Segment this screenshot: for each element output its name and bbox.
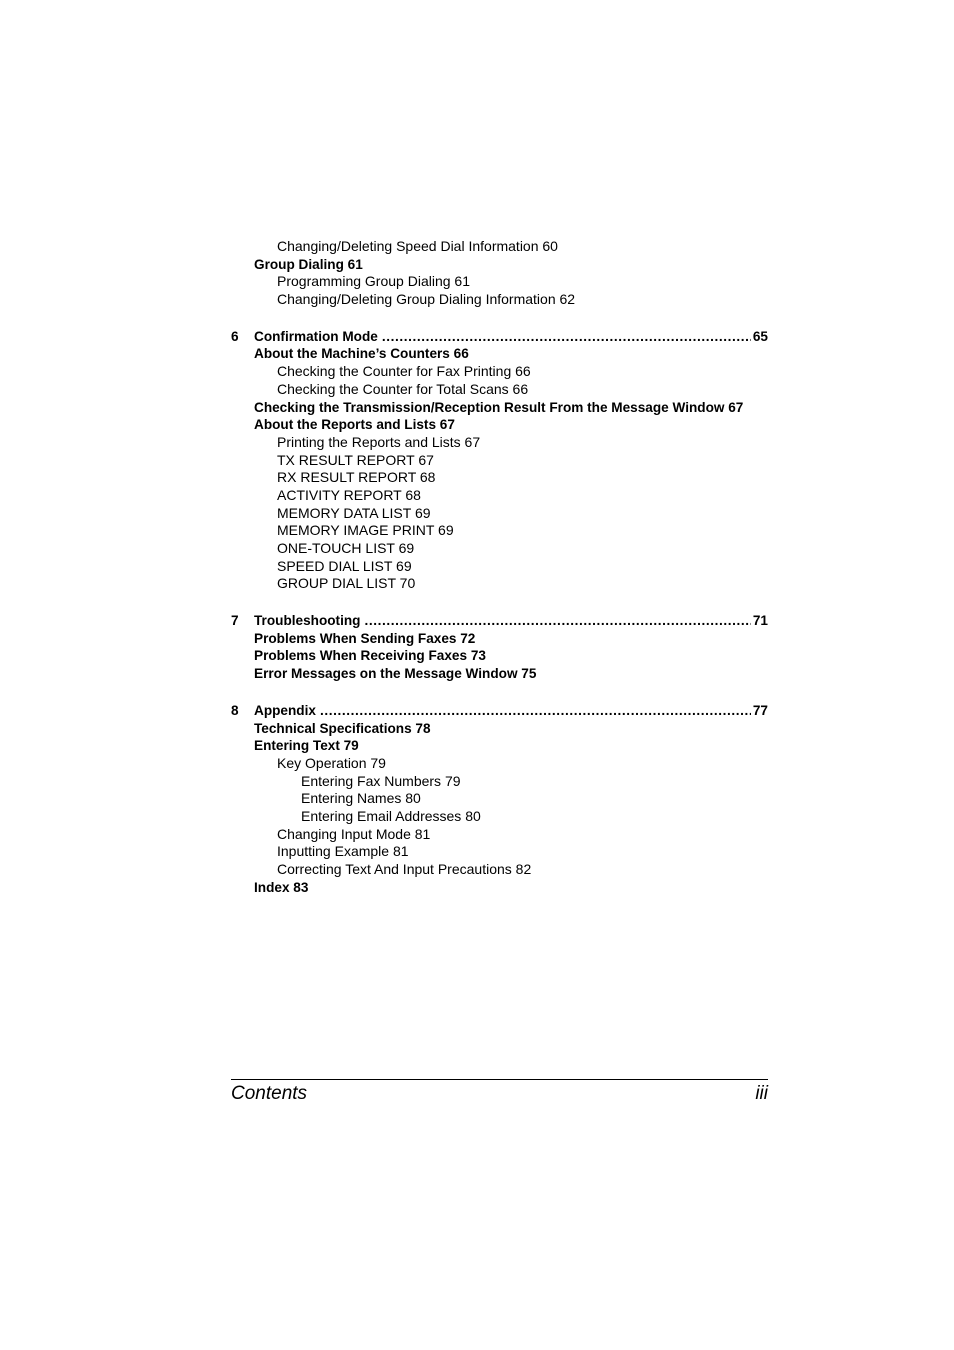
toc-entry: Checking the Counter for Fax Printing 66 xyxy=(277,363,531,380)
chapter-6-entry xyxy=(231,328,768,346)
chapter-title: Confirmation Mode xyxy=(254,328,378,344)
toc-entry: MEMORY DATA LIST 69 xyxy=(277,504,431,521)
toc-entry: Programming Group Dialing 61 xyxy=(277,273,470,290)
toc-entry: Changing/Deleting Speed Dial Information 60 xyxy=(277,238,558,254)
chapter-number: 7 xyxy=(231,613,239,629)
toc-entry: Error Messages on the Message Window 75 xyxy=(254,666,537,682)
toc-entry: Entering Names 80 xyxy=(301,790,421,807)
toc-entry: Technical Specifications 78 xyxy=(254,720,431,736)
toc-entry: Changing/Deleting Group Dialing Information 62 xyxy=(277,291,576,308)
chapter-number: 8 xyxy=(231,702,239,718)
footer-section-title: Contents xyxy=(231,1083,308,1104)
page-footer xyxy=(231,1079,768,1105)
chapter-page: 77 xyxy=(752,702,768,718)
table-of-contents xyxy=(231,238,768,896)
toc-entry: GROUP DIAL LIST 70 xyxy=(277,575,416,592)
chapter-title: Troubleshooting xyxy=(254,613,361,629)
toc-entry: Key Operation 79 xyxy=(277,754,386,771)
toc-entry: ONE-TOUCH LIST 69 xyxy=(277,540,415,556)
toc-entry: SPEED DIAL LIST 69 xyxy=(277,557,412,574)
toc-entry: Printing the Reports and Lists 67 xyxy=(277,433,481,450)
toc-entry: Entering Fax Numbers 79 xyxy=(301,772,461,789)
toc-entry: Problems When Receiving Faxes 73 xyxy=(254,648,486,664)
toc-entry: Group Dialing 61 xyxy=(254,256,363,272)
chapter-number: 6 xyxy=(231,328,239,344)
toc-entry: Checking the Counter for Total Scans 66 xyxy=(277,380,529,397)
toc-entry: Inputting Example 81 xyxy=(277,843,409,860)
toc-entry: ACTIVITY REPORT 68 xyxy=(277,486,421,503)
chapter-8-entry xyxy=(231,702,768,720)
toc-entry: Changing Input Mode 81 xyxy=(277,825,431,842)
chapter-page: 65 xyxy=(752,328,768,344)
chapter-title: Appendix xyxy=(254,702,316,718)
toc-entry: Correcting Text And Input Precautions 82 xyxy=(277,861,532,877)
toc-entry: Problems When Sending Faxes 72 xyxy=(254,630,476,646)
dot-leader xyxy=(320,702,751,720)
toc-entry: TX RESULT REPORT 67 xyxy=(277,451,434,468)
toc-entry: Entering Text 79 xyxy=(254,738,359,754)
footer-page-number: iii xyxy=(755,1083,768,1104)
toc-entry: Checking the Transmission/Reception Result From the Message Window 67 xyxy=(254,399,744,415)
dot-leader xyxy=(382,328,751,346)
toc-entry: About the Reports and Lists 67 xyxy=(254,417,455,433)
toc-entry: Entering Email Addresses 80 xyxy=(301,807,481,824)
dot-leader xyxy=(364,612,750,630)
toc-entry: Index 83 xyxy=(254,879,309,895)
toc-entry: About the Machine’s Counters 66 xyxy=(254,346,469,362)
chapter-page: 71 xyxy=(752,613,768,629)
toc-entry: RX RESULT REPORT 68 xyxy=(277,469,436,486)
toc-entry: MEMORY IMAGE PRINT 69 xyxy=(277,522,454,539)
chapter-7-entry xyxy=(231,612,768,630)
